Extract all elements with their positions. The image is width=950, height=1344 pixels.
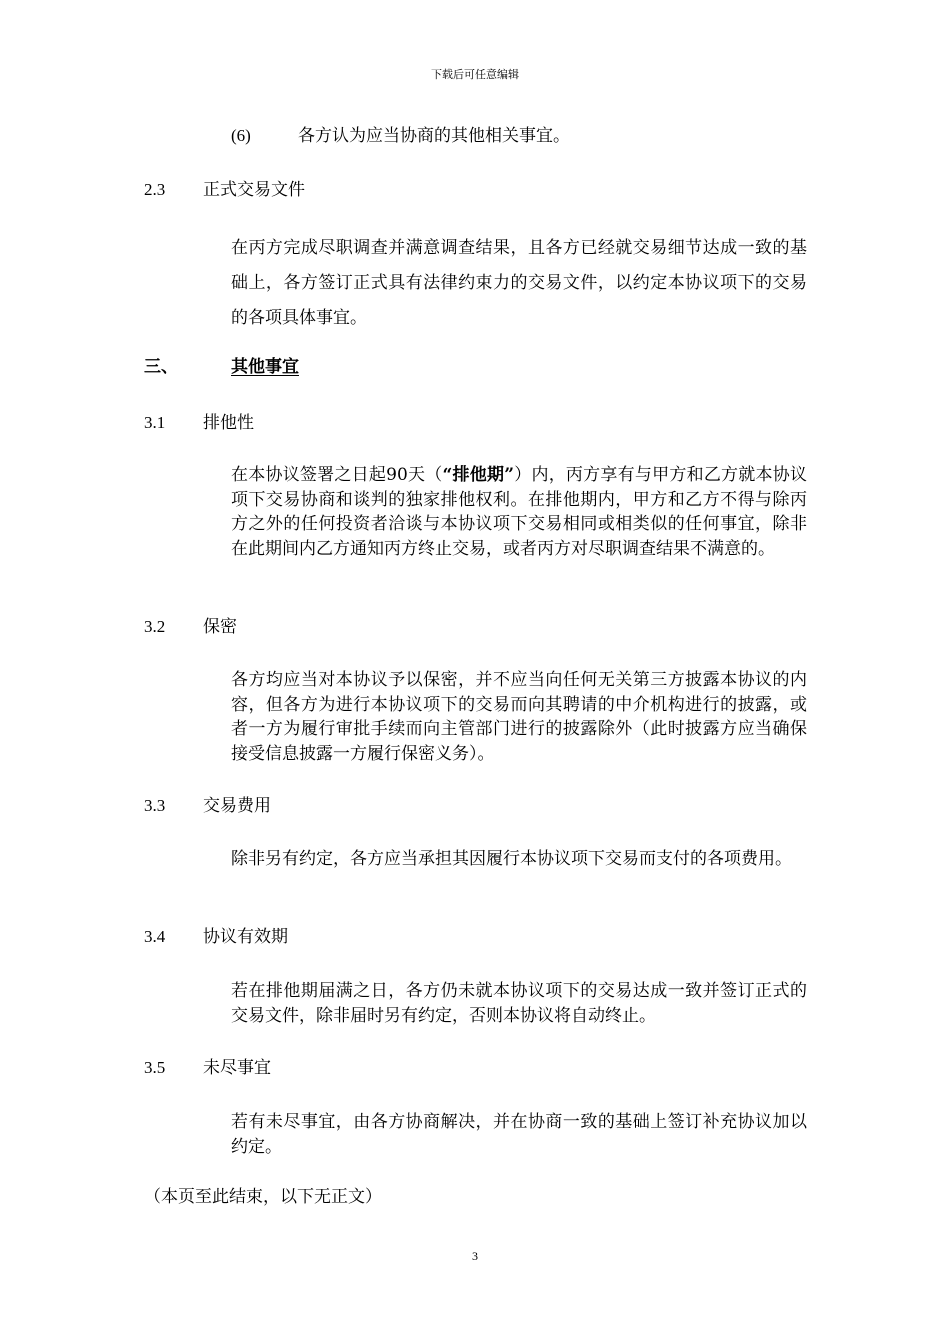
section-3-4-title: 协议有效期 — [203, 927, 288, 947]
chapter-3-title: 其他事宜 — [231, 357, 299, 377]
section-3-1-title: 排他性 — [203, 413, 254, 433]
section-3-3-title: 交易费用 — [203, 796, 271, 816]
page-number: 3 — [472, 1249, 478, 1263]
section-3-1-number: 3.1 — [144, 413, 166, 432]
item-6-text: 各方认为应当协商的其他相关事宜。 — [298, 126, 570, 146]
section-3-5-number: 3.5 — [144, 1058, 166, 1077]
exclusivity-term: “排他期” — [442, 465, 514, 485]
page-header: 下载后可任意编辑 — [431, 68, 519, 81]
section-3-3-number: 3.3 — [144, 796, 166, 815]
section-3-1-body-pre: 在本协议签署之日起90天（ — [231, 465, 443, 485]
section-3-4-body: 若在排他期届满之日，各方仍未就本协议项下的交易达成一致并签订正式的交易文件，除非届时另有约定，否则本协议将自动终止。 — [231, 981, 807, 1026]
section-2-3-number: 2.3 — [144, 180, 166, 199]
section-3-2-body: 各方均应当对本协议予以保密，并不应当向任何无关第三方披露本协议的内容，但各方为进行本协议项下的交易而向其聘请的中介机构进行的披露，或者一方为履行审批手续而向主管部门进行的披露除外（此时披露方应当确保接受信息披露一方履行保密义务）。 — [231, 670, 807, 764]
section-3-4-number: 3.4 — [144, 927, 166, 946]
section-3-2-number: 3.2 — [144, 617, 166, 636]
section-3-1-body — [231, 463, 807, 561]
section-3-2-title: 保密 — [203, 617, 237, 637]
section-3-3-body: 除非另有约定，各方应当承担其因履行本协议项下交易而支付的各项费用。 — [231, 849, 792, 869]
item-6-number: (6) — [231, 126, 251, 145]
end-note: （本页至此结束，以下无正文） — [144, 1187, 382, 1207]
section-3-1-body-post: ）内，丙方享有与甲方和乙方就本协议项下交易协商和谈判的独家排他权利。在排他期内，甲方和乙方不得与除丙方之外的任何投资者洽谈与本协议项下交易相同或相类似的任何事宜，除非在此期间内乙方通知丙方终止交易，或者丙方对尽职调查结果不满意的。 — [231, 465, 808, 559]
section-2-3-body: 在丙方完成尽职调查并满意调查结果，且各方已经就交易细节达成一致的基础上，各方签订正式具有法律约束力的交易文件，以约定本协议项下的交易的各项具体事宜。 — [231, 238, 807, 328]
section-3-5-title: 未尽事宜 — [203, 1058, 271, 1078]
section-3-5-body: 若有未尽事宜，由各方协商解决，并在协商一致的基础上签订补充协议加以约定。 — [231, 1112, 807, 1157]
section-2-3-title: 正式交易文件 — [203, 180, 305, 200]
chapter-3-number: 三、 — [144, 357, 178, 377]
